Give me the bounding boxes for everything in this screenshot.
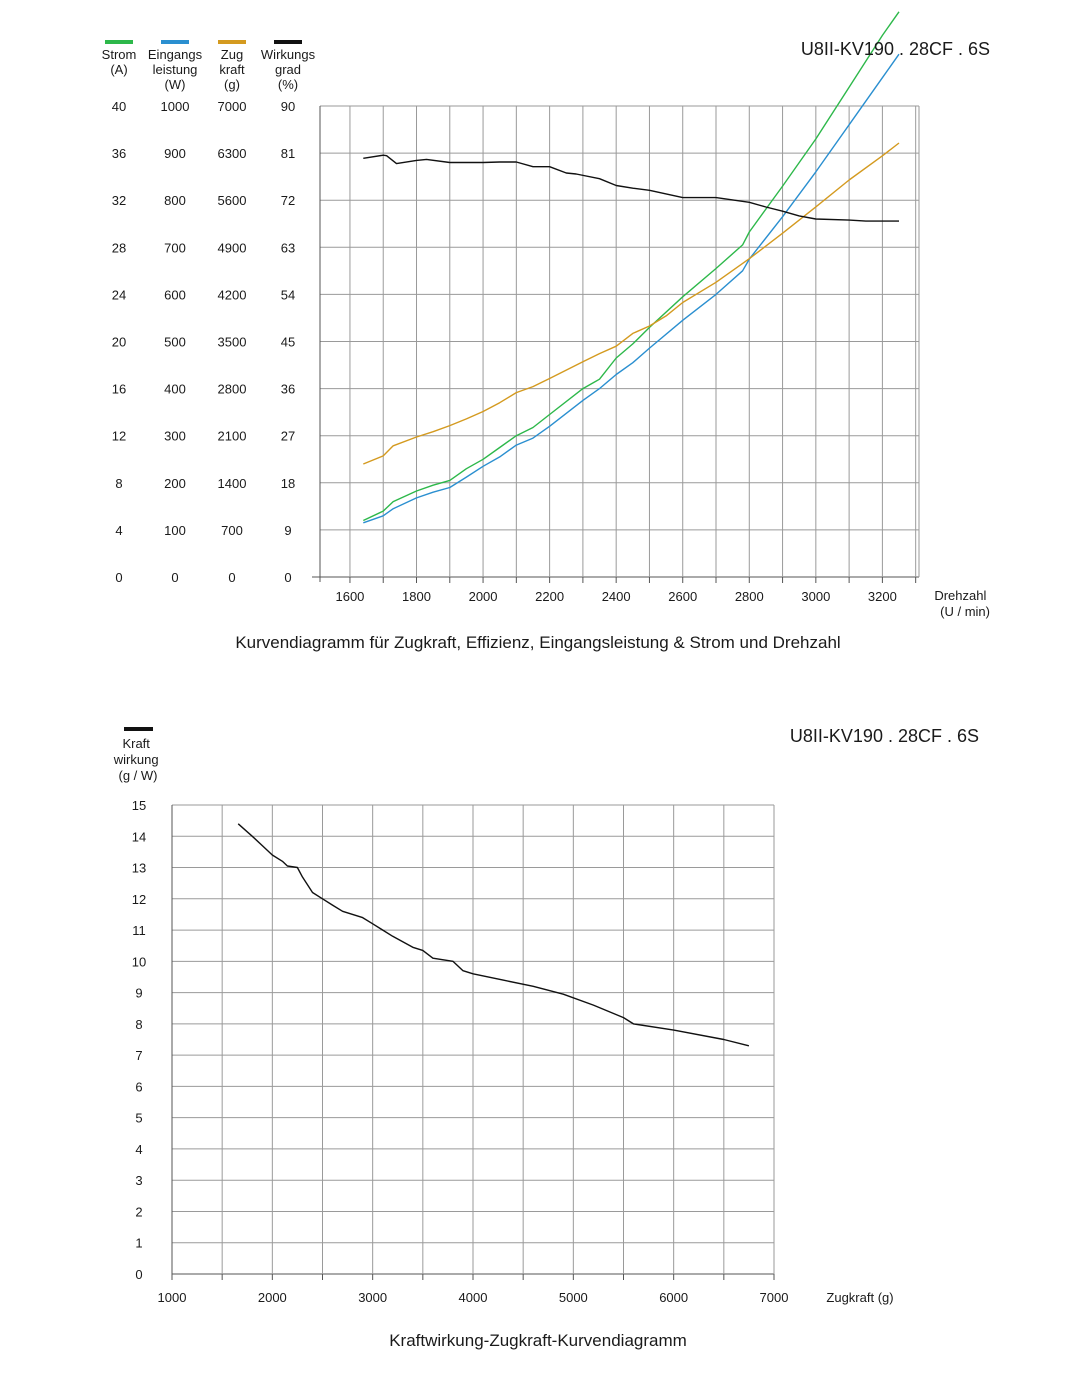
y-tick-label: 7000 (217, 99, 247, 114)
chart-rpm (102, 12, 990, 652)
y-tick-label: 500 (164, 334, 186, 350)
y-tick-label: 0 (115, 570, 123, 585)
y-tick-label: 4 (115, 522, 123, 538)
y-tick-label: 9 (135, 985, 143, 1001)
x-tick-label: 2800 (734, 589, 764, 604)
legend-label-line: (g) (224, 77, 240, 92)
y-tick-label: 9 (284, 522, 292, 538)
legend-label-line: (g / W) (118, 768, 158, 783)
series-line (363, 12, 899, 521)
series-line (363, 143, 899, 464)
y-tick-label: 90 (280, 99, 296, 114)
y-tick-labels (112, 99, 295, 585)
legend-swatch (218, 40, 246, 44)
y-tick-label: 6300 (217, 146, 247, 162)
x-tick-label: 3000 (358, 1290, 388, 1305)
x-tick-label: 2600 (668, 589, 698, 604)
x-tick-label: 7000 (759, 1290, 789, 1305)
y-tick-label: 3 (135, 1173, 143, 1189)
y-tick-label: 3500 (217, 334, 247, 350)
y-tick-label: 700 (164, 240, 186, 256)
y-tick-label: 1400 (217, 475, 247, 491)
x-tick-label: 5000 (558, 1290, 588, 1305)
x-axis-label-line: Drehzahl (934, 588, 987, 603)
x-tick-label: 6000 (659, 1290, 689, 1305)
y-tick-label: 12 (131, 891, 147, 907)
y-tick-label: 27 (280, 428, 296, 444)
y-tick-label: 12 (111, 428, 127, 444)
y-tick-label: 15 (131, 798, 147, 813)
legend-label-line: grad (274, 62, 302, 77)
y-tick-label: 5600 (217, 193, 247, 209)
x-axis-label (934, 588, 990, 619)
legend-label-line: wirkung (113, 752, 159, 767)
legend-label-line: Zug (220, 47, 244, 62)
y-tick-label: 16 (111, 381, 127, 397)
y-tick-label: 0 (228, 570, 236, 585)
y-tick-label: 72 (280, 193, 296, 209)
y-tick-label: 8 (135, 1016, 143, 1032)
y-tick-label: 1000 (160, 99, 190, 114)
y-tick-label: 1 (135, 1235, 143, 1251)
legend-label (148, 47, 203, 92)
x-tick-label: 2000 (468, 589, 498, 604)
y-tick-label: 10 (131, 954, 147, 970)
y-tick-label: 36 (280, 381, 296, 397)
y-tick-label: 700 (221, 522, 243, 538)
y-tick-label: 0 (171, 570, 179, 585)
x-tick-label: 3000 (801, 589, 831, 604)
y-tick-label: 6 (135, 1079, 143, 1095)
y-tick-label: 5 (135, 1110, 143, 1126)
grid-lines (172, 805, 774, 1274)
y-tick-label: 200 (164, 475, 186, 491)
y-tick-label: 2100 (217, 428, 247, 444)
y-tick-label: 0 (284, 570, 292, 585)
legend-label (102, 47, 137, 77)
x-tick-label: 2200 (535, 589, 565, 604)
y-tick-label: 8 (115, 475, 123, 491)
legend-swatch (274, 40, 302, 44)
grid-lines (320, 106, 919, 577)
chart-title: Kraftwirkung-Zugkraft-Kurvendiagramm (389, 1331, 687, 1350)
y-tick-label: 36 (111, 146, 127, 162)
model-label: U8II-KV190 . 28CF . 6S (789, 726, 979, 746)
x-tick-label: 2000 (257, 1290, 287, 1305)
series-line (238, 824, 749, 1046)
legend-swatch (161, 40, 189, 44)
x-tick-label: 1800 (402, 589, 431, 604)
chart-efficiency (113, 726, 979, 1350)
y-tick-label: 100 (164, 522, 186, 538)
legend-label-line: Wirkungs (260, 47, 316, 62)
x-tick-label: 2400 (601, 589, 631, 604)
legend-label-line: Kraft (122, 736, 150, 751)
y-tick-label: 0 (135, 1267, 143, 1282)
y-tick-label: 7 (135, 1048, 143, 1064)
legend-label-line: (W) (164, 77, 186, 92)
y-tick-label: 28 (111, 240, 127, 256)
y-tick-label: 81 (280, 146, 296, 162)
x-axis-label: Zugkraft (g) (826, 1290, 894, 1305)
y-tick-label: 40 (111, 99, 127, 114)
series-lines (363, 12, 899, 523)
legend-label-line: Eingangs (147, 47, 203, 62)
y-tick-label: 14 (131, 829, 147, 845)
series-lines (238, 824, 749, 1046)
y-tick-label: 600 (164, 287, 186, 303)
chart-title: Kurvendiagramm für Zugkraft, Effizienz, Eingangsleistung & Strom und Drehzahl (235, 633, 841, 652)
y-tick-label: 45 (280, 334, 296, 350)
y-tick-label: 900 (164, 146, 186, 162)
y-tick-label: 2 (135, 1204, 143, 1220)
y-tick-label: 54 (280, 287, 296, 303)
x-tick-labels (158, 1290, 789, 1305)
legend-label-line: Strom (101, 47, 137, 62)
legend-label-line: leistung (152, 62, 198, 77)
legend-label (219, 47, 245, 92)
legend-swatch (105, 40, 133, 44)
y-tick-label: 20 (111, 334, 127, 350)
legend-label-line: kraft (219, 62, 245, 77)
y-tick-label: 11 (132, 923, 146, 939)
series-line (363, 54, 899, 523)
legend-label-line: (A) (110, 62, 128, 77)
y-tick-label: 24 (111, 287, 127, 303)
axis-lines (312, 106, 919, 583)
model-label: U8II-KV190 . 28CF . 6S (800, 39, 990, 59)
y-tick-label: 4200 (217, 287, 247, 303)
x-tick-label: 4000 (458, 1290, 488, 1305)
y-tick-label: 4 (135, 1141, 143, 1157)
legend-label (113, 736, 162, 783)
y-tick-label: 18 (280, 475, 296, 491)
y-tick-label: 2800 (217, 381, 247, 397)
legend-swatch (124, 727, 153, 731)
y-tick-labels (132, 798, 146, 1282)
y-tick-label: 13 (131, 860, 147, 876)
x-tick-label: 3200 (867, 589, 897, 604)
y-tick-label: 32 (111, 193, 127, 209)
y-tick-label: 4900 (217, 240, 247, 256)
y-tick-label: 63 (280, 240, 296, 256)
y-tick-label: 400 (164, 381, 186, 397)
x-tick-label: 1600 (335, 589, 365, 604)
legend-label-line: (%) (277, 77, 299, 92)
y-tick-label: 300 (164, 428, 186, 444)
legend (102, 40, 316, 92)
x-tick-label: 1000 (157, 1290, 187, 1305)
series-line (363, 155, 899, 221)
x-tick-labels (335, 589, 896, 604)
x-axis-label-unit: (U / min) (940, 604, 990, 619)
y-tick-label: 800 (164, 193, 186, 209)
legend-label (261, 47, 316, 92)
